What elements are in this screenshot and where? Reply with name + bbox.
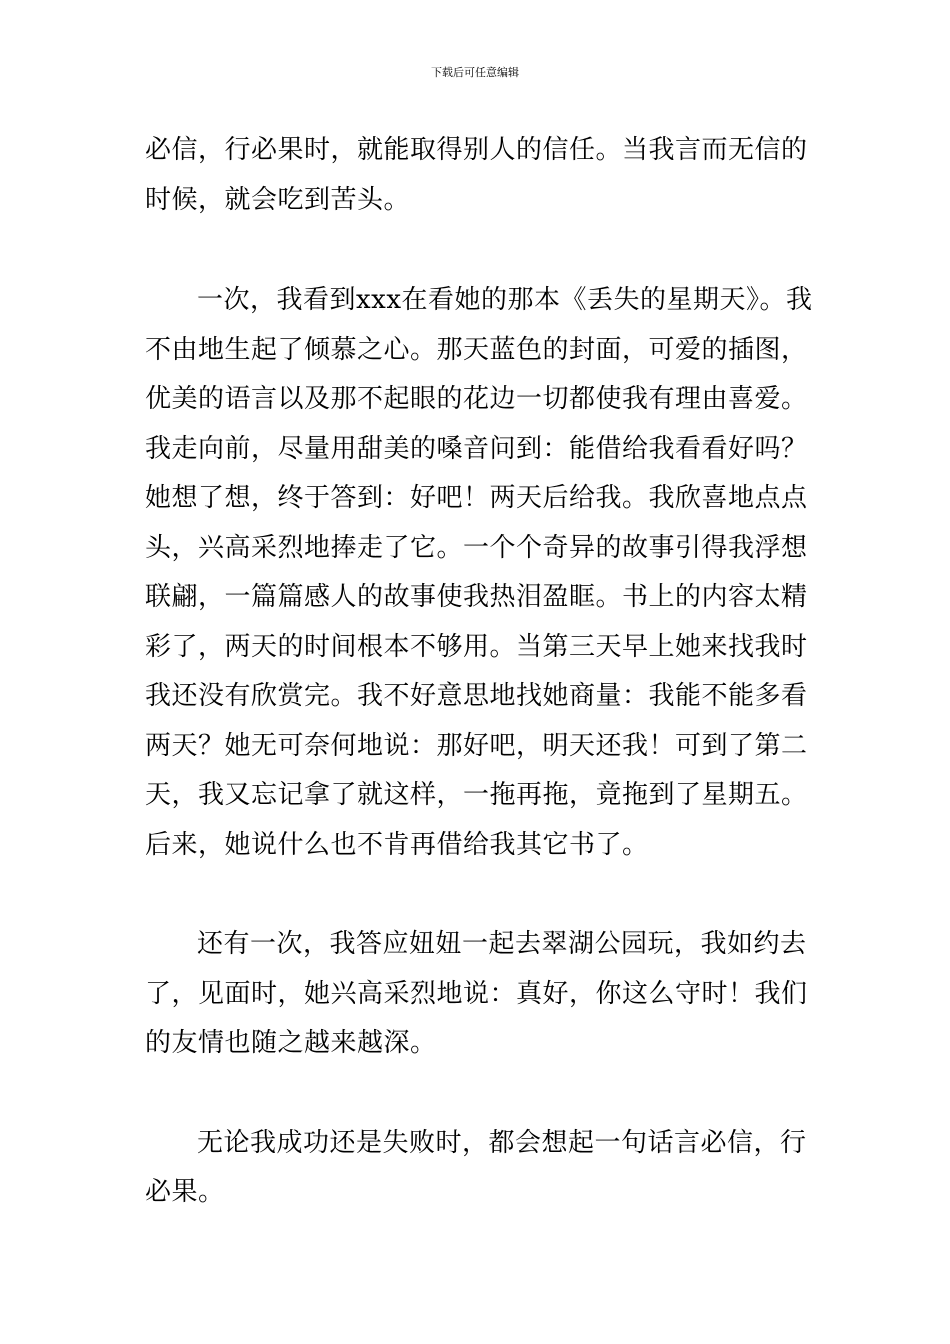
paragraph-2-line-12: 后来，她说什么也不肯再借给我其它书了。 [145, 830, 649, 860]
paragraph-2-line-8: 彩了，两天的时间根本不够用。当第三天早上她来找我时 [145, 632, 808, 662]
paragraph-2-line-9: 我还没有欣赏完。我不好意思地找她商量：我能不能多看 [145, 681, 808, 711]
paragraph-2-line-6: 头，兴高采烈地捧走了它。一个个奇异的故事引得我浮想 [145, 533, 808, 563]
paragraph-2-line-4: 我走向前，尽量用甜美的嗓音问到：能借给我看看好吗？ [145, 434, 808, 464]
paragraph-2-line-2: 不由地生起了倾慕之心。那天蓝色的封面，可爱的插图， [145, 335, 808, 365]
paragraph-3-line-2: 了，见面时，她兴高采烈地说：真好，你这么守时！我们 [145, 979, 808, 1009]
paragraph-1-line-2: 时候，就会吃到苦头。 [145, 185, 411, 215]
paragraph-2-line-10: 两天？她无可奈何地说：那好吧，明天还我！可到了第二 [145, 731, 808, 761]
paragraph-2-line-11: 天，我又忘记拿了就这样，一拖再拖，竟拖到了星期五。 [145, 780, 808, 810]
paragraph-4-line-1: 无论我成功还是失败时，都会想起一句话言必信，行 [197, 1128, 807, 1158]
paragraph-2-line-3: 优美的语言以及那不起眼的花边一切都使我有理由喜爱。 [145, 384, 808, 414]
paragraph-2-line-7: 联翩，一篇篇感人的故事使我热泪盈眶。书上的内容太精 [145, 582, 808, 612]
paragraph-4-line-2: 必果。 [145, 1177, 225, 1207]
paragraph-1-line-1: 必信，行必果时，就能取得别人的信任。当我言而无信的 [145, 135, 808, 165]
page-header: 下载后可任意编辑 [431, 66, 519, 79]
paragraph-3-line-3: 的友情也随之越来越深。 [145, 1028, 437, 1058]
paragraph-2-line-5: 她想了想，终于答到：好吧！两天后给我。我欣喜地点点 [145, 483, 808, 513]
paragraph-3-line-1: 还有一次，我答应妞妞一起去翠湖公园玩，我如约去 [197, 929, 807, 959]
paragraph-2-line-1: 一次，我看到xxx在看她的那本《丢失的星期天》。我 [197, 285, 813, 315]
